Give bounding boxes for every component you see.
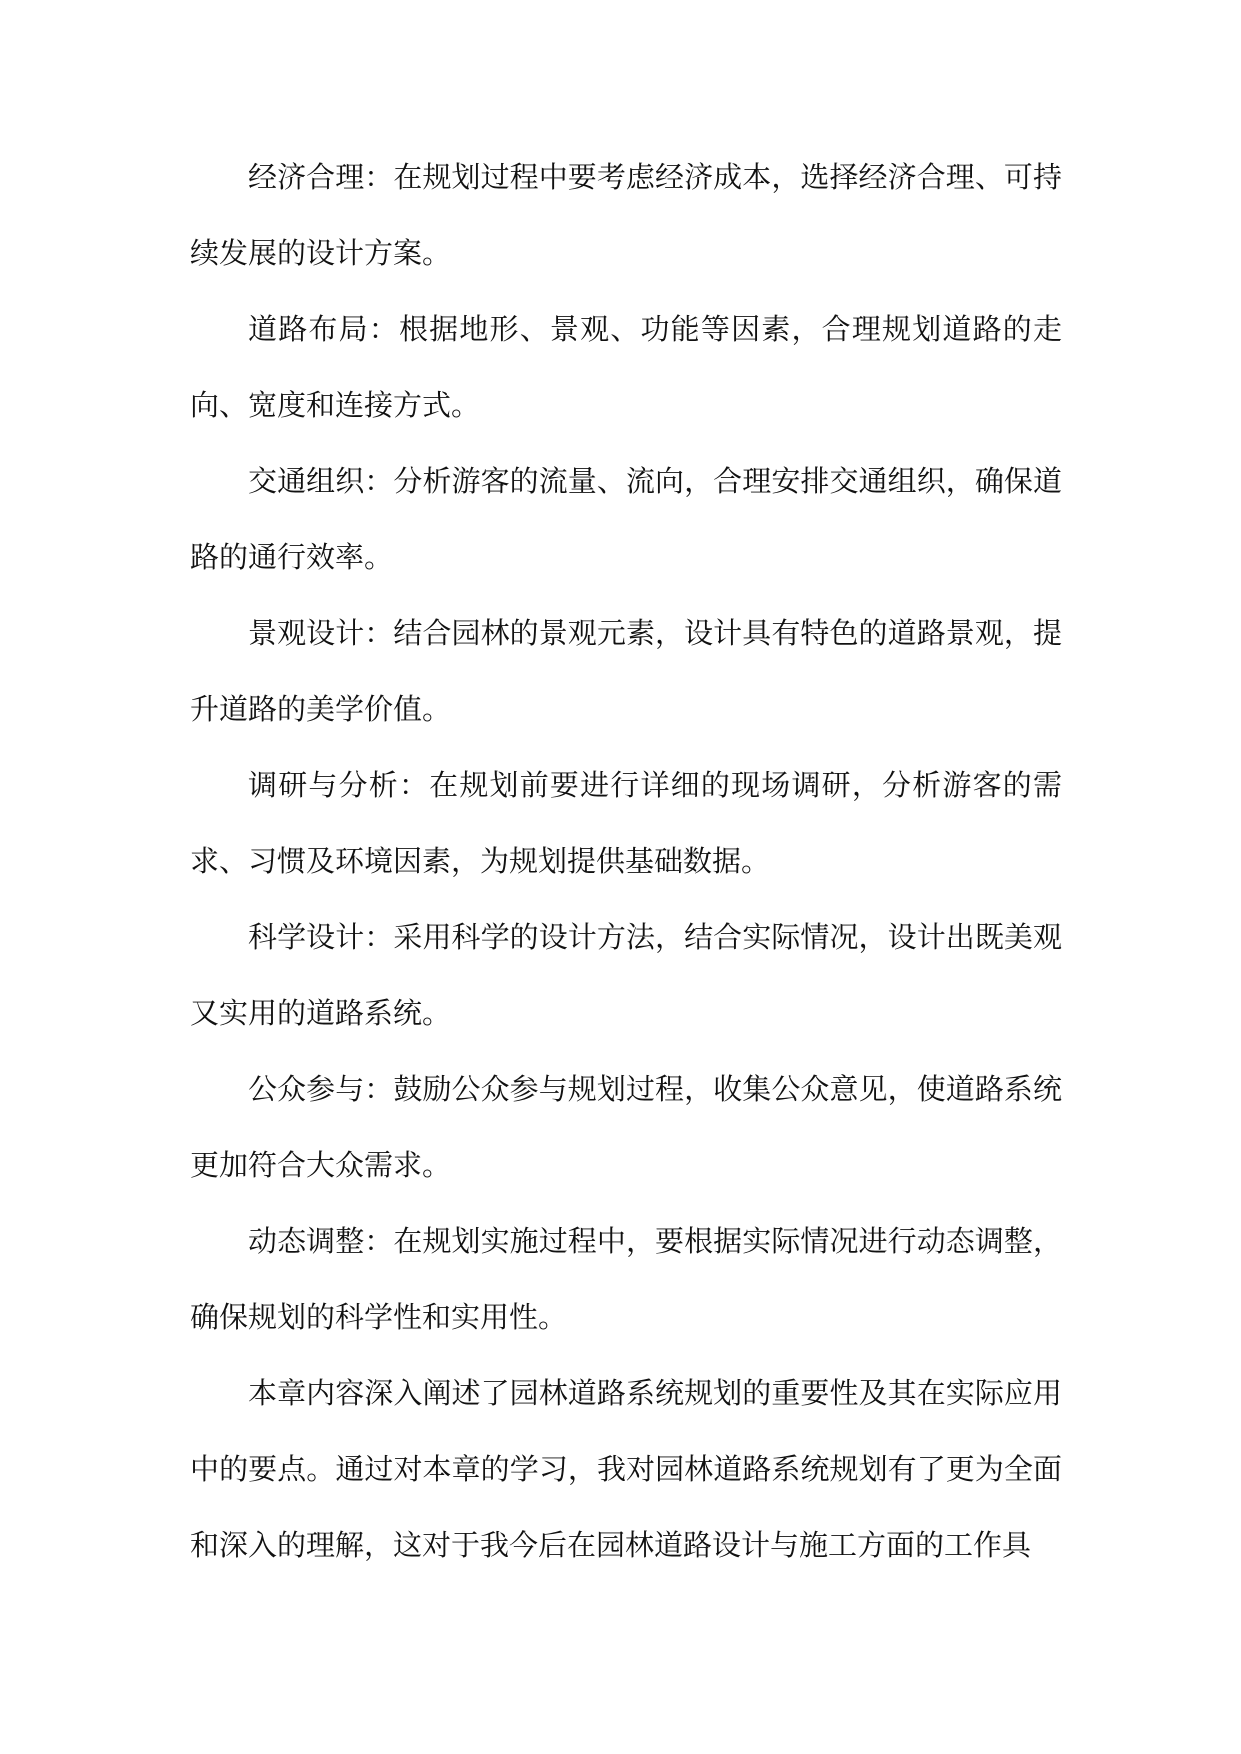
paragraph-scientific-design: 科学设计：采用科学的设计方法，结合实际情况，设计出既美观又实用的道路系统。 [190,920,1062,1030]
paragraph-dynamic-adjustment: 动态调整：在规划实施过程中，要根据实际情况进行动态调整，确保规划的科学性和实用性。 [190,1224,1062,1334]
document-body [190,139,1062,1583]
paragraph-survey-analysis: 调研与分析：在规划前要进行详细的现场调研，分析游客的需求、习惯及环境因素，为规划提供基础数据。 [190,768,1062,878]
paragraph-chapter-summary: 本章内容深入阐述了园林道路系统规划的重要性及其在实际应用中的要点。通过对本章的学习，我对园林道路系统规划有了更为全面和深入的理解，这对于我今后在园林道路设计与施工方面的工作具 [190,1376,1062,1562]
paragraph-landscape-design: 景观设计：结合园林的景观元素，设计具有特色的道路景观，提升道路的美学价值。 [190,616,1062,726]
paragraph-public-participation: 公众参与：鼓励公众参与规划过程，收集公众意见，使道路系统更加符合大众需求。 [190,1072,1062,1182]
paragraph-road-layout: 道路布局：根据地形、景观、功能等因素，合理规划道路的走向、宽度和连接方式。 [190,312,1062,422]
paragraph-traffic-organization: 交通组织：分析游客的流量、流向，合理安排交通组织，确保道路的通行效率。 [190,464,1062,574]
paragraph-economic-rationality: 经济合理：在规划过程中要考虑经济成本，选择经济合理、可持续发展的设计方案。 [190,160,1062,270]
